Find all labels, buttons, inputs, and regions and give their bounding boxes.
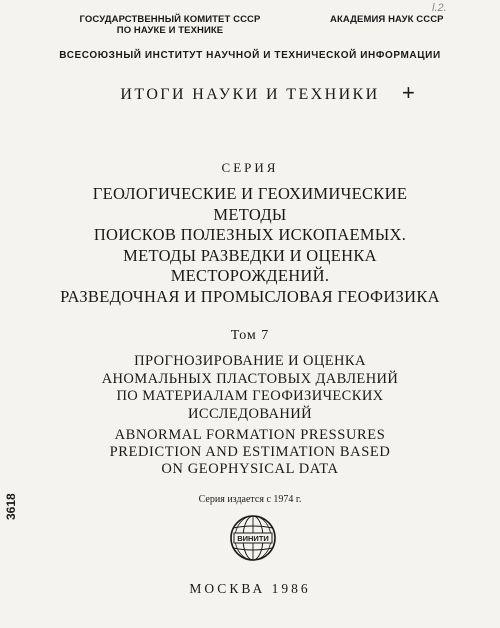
- english-title-line: ABNORMAL FORMATION PRESSURES: [114, 427, 386, 443]
- russian-title-line: ПО МАТЕРИАЛАМ ГЕОФИЗИЧЕСКИХ: [116, 388, 384, 404]
- series-title-line: ПОИСКОВ ПОЛЕЗНЫХ ИСКОПАЕМЫХ.: [93, 225, 407, 244]
- committee-header: [70, 14, 270, 36]
- series-title: [0, 184, 500, 307]
- institute-name: ВСЕСОЮЗНЫЙ ИНСТИТУТ НАУЧНОЙ И ТЕХНИЧЕСКОЙ ИНФОРМАЦИИ: [59, 50, 441, 61]
- committee-line-1: ГОСУДАРСТВЕННЫЙ КОМИТЕТ СССР: [79, 14, 261, 25]
- russian-title-line: ИССЛЕДОВАНИЙ: [188, 405, 312, 422]
- cross-mark: +: [402, 80, 415, 105]
- series-title-line: РАЗВЕДОЧНАЯ И ПРОМЫСЛОВАЯ ГЕОФИЗИКА: [60, 286, 440, 306]
- city-and-year: МОСКВА 1986: [189, 581, 311, 596]
- series-label: СЕРИЯ: [221, 160, 279, 175]
- volume-number: Том 7: [230, 328, 270, 343]
- academy-header: АКАДЕМИЯ НАУК СССР: [330, 14, 444, 25]
- series-title-line: ГЕОЛОГИЧЕСКИЕ И ГЕОХИМИЧЕСКИЕ: [92, 184, 408, 203]
- russian-title: [0, 353, 500, 423]
- collection-title: ИТОГИ НАУКИ И ТЕХНИКИ: [120, 86, 380, 103]
- series-title-line: МЕСТОРОЖДЕНИЙ.: [170, 266, 330, 285]
- series-title-line: МЕТОДЫ РАЗВЕДКИ И ОЦЕНКА: [123, 245, 377, 265]
- english-title-line: ON GEOPHYSICAL DATA: [161, 461, 339, 477]
- english-title-line: PREDICTION AND ESTIMATION BASED: [109, 444, 391, 460]
- emblem-text: ВИНИТИ: [237, 534, 269, 543]
- library-stamp-number: 3618: [4, 493, 18, 520]
- russian-title-line: ПРОГНОЗИРОВАНИЕ И ОЦЕНКА: [134, 353, 366, 369]
- series-title-line: МЕТОДЫ: [213, 204, 287, 224]
- viniti-globe-emblem-icon: [229, 514, 277, 562]
- russian-title-line: АНОМАЛЬНЫХ ПЛАСТОВЫХ ДАВЛЕНИЙ: [101, 370, 399, 387]
- committee-line-2: ПО НАУКЕ И ТЕХНИКЕ: [116, 25, 224, 36]
- series-since-note: Серия издается с 1974 г.: [198, 494, 302, 505]
- english-title: [0, 427, 500, 478]
- handwritten-annotation: l.2.: [432, 2, 447, 14]
